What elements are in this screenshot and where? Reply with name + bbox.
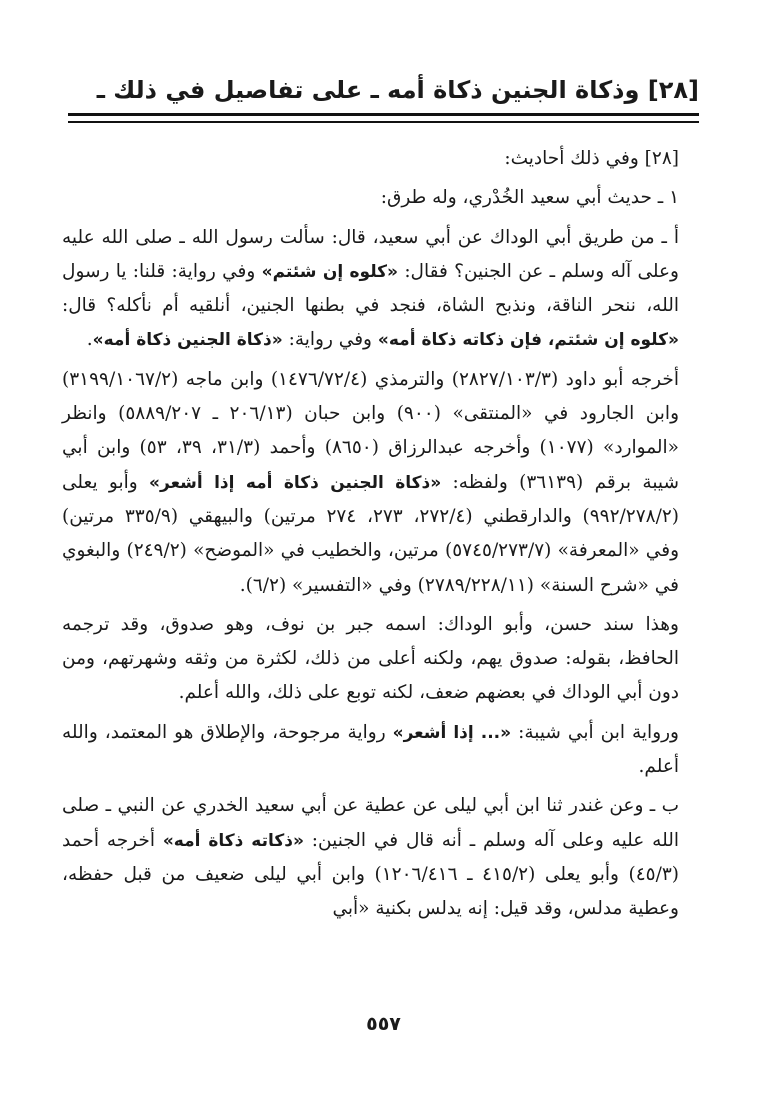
text-run: ب ـ وعن غندر ثنا ابن أبي ليلى عن عطية عن أبي سعيد الخدري عن النبي ـ صلى الله عليه وعلى آله وسلم ـ أنه قال في الجنين: [62, 795, 680, 851]
text-run: ورواية ابن أبي شيبة: [511, 721, 679, 743]
text-run: رواية مرجوحة، والإطلاق هو المعتمد، والله أعلم. [62, 721, 679, 778]
header-title: [٢٨] وذكاة الجنين ذكاة أمه ـ على تفاصيل في ذلك ـ [96, 76, 699, 104]
paragraph [62, 716, 679, 785]
text-run: [٢٨] وفي ذلك أحاديث: [504, 148, 679, 169]
paragraph [62, 142, 679, 176]
text-run: أخرجه أبو داود (٢٨٢٧/١٠٣/٣) والترمذي (١٤٧٦/٧٢/٤) وابن ماجه (٣١٩٩/١٠٦٧/٢) وابن الجارود في «المنتقى» (٩٠٠) وابن حبان (٢٠٦/١٣ ـ ٥٨٨٩/٢٠٧) وانظر «الموارد» (١٠٧٧) وأخرجه عبدالرزاق (٨٦٥٠) وأحمد (٣١/٣، ٣٩، ٥٣) وابن أبي شيبة برقم (٣٦١٣٩) ولفظه: [62, 368, 680, 493]
text-run: وهذا سند حسن، وأبو الوداك: اسمه جبر بن نوف، وهو صدوق، وقد ترجمه الحافظ، بقوله: صدوق يهم، ولكنه أعلى من ذلك، لكثرة من وثقه وشهرتهم، ومن دون أبي الوداك في بعضهم ضعف، لكنه توبع على ذلك، والله أعلم. [62, 613, 679, 704]
text-run: وفي رواية: قلنا: يا رسول الله، ننحر الناقة، ونذبح الشاة، فنجد في بطنها الجنين، أنلقيه أم نأكله؟ قال: [62, 260, 679, 317]
text-run: أ ـ من طريق أبي الوداك عن أبي سعيد، قال: سألت رسول الله ـ صلى الله عليه وعلى آله وسلم ـ عن الجنين؟ فقال: [62, 226, 679, 282]
bold-quote: «ذكاة الجنين ذكاة أمه إذا أشعر» [149, 472, 442, 493]
running-header [68, 70, 699, 110]
text-run: وأبو يعلى (٩٩٢/٢٧٨/٢) والدارقطني (٢٧٢/٤، ٢٧٣، ٢٧٤ مرتين) والبيهقي (٣٣٥/٩ مرتين) وفي «المعرفة» (٥٧٤٥/٢٧٣/٧) مرتين، والخطيب في «الموضح» (٢٤٩/٢) والبغوي في «شرح السنة» (٢٧٨٩/٢٢٨/١١) وفي «التفسير» (٦/٢). [62, 471, 679, 596]
text-run: وفي رواية: [282, 329, 378, 351]
paragraph [62, 181, 679, 215]
text-run: . [86, 329, 93, 351]
bold-quote: «كلوه إن شئتم، فإن ذكاته ذكاة أمه» [377, 330, 679, 351]
paragraph [62, 608, 679, 711]
paragraph [62, 363, 679, 603]
header-rule-thick [68, 113, 699, 116]
paragraph [62, 789, 679, 926]
body-text [62, 142, 679, 927]
bold-quote: «ذكاته ذكاة أمه» [162, 830, 304, 851]
bold-quote: «ذكاة الجنين ذكاة أمه» [92, 330, 283, 351]
paragraph [62, 221, 679, 358]
text-run: ١ ـ حديث أبي سعيد الخُدْري، وله طرق: [380, 187, 679, 209]
bold-quote: «... إذا أشعر» [392, 722, 512, 743]
bold-quote: «كلوه إن شئتم» [261, 261, 399, 282]
page-number: ٥٥٧ [366, 1013, 401, 1035]
text-run: أخرجه أحمد (٤٥/٣) وأبو يعلى (٤١٥/٢ ـ ١٢٠٦/٤١٦) وابن أبي ليلى ضعيف من قبل حفظه، وعطية مدلس، وقد قيل: إنه يدلس بكنية «أبي [62, 829, 679, 920]
header-rule-thin [68, 121, 699, 123]
